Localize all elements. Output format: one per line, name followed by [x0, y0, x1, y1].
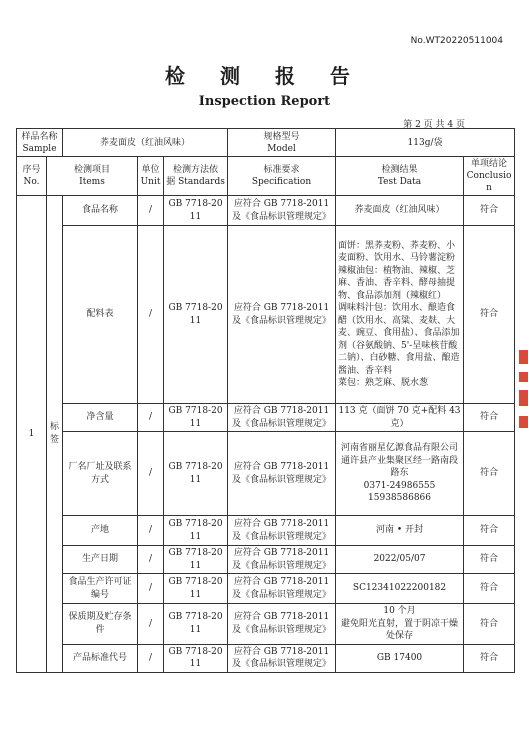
report-number: No.WT20220511004	[410, 36, 503, 46]
item-spec: 应符合 GB 7718-2011 及《食品标识管理规定》	[228, 546, 336, 574]
item-unit: /	[138, 574, 164, 604]
item-spec: 应符合 GB 7718-2011 及《食品标识管理规定》	[228, 604, 336, 645]
item-result: SC12341022200182	[336, 574, 464, 604]
item-conclusion: 符合	[464, 516, 515, 546]
item-spec: 应符合 GB 7718-2011 及《食品标识管理规定》	[228, 432, 336, 516]
item-result: 2022/05/07	[336, 546, 464, 574]
table-row	[17, 604, 515, 645]
header-spec-en: Specification	[251, 177, 312, 187]
sample-label-cn: 样品名称	[21, 131, 58, 142]
item-standard: GB 7718-2011	[164, 516, 228, 546]
seal-stamp-edge	[517, 350, 529, 436]
item-result: 面饼：黑荞麦粉、荞麦粉、小麦面粉、饮用水、马铃薯淀粉 辣椒油包：植物油、辣椒、芝麻、香油、香辛料、酵母抽提物、食品添加剂（辣椒红） 调味料汁包：饮用水、酿造食醋（饮用水、高粱、麦麸、大麦、豌豆、食用盐）、食品添加剂（谷氨酸钠、5'-呈味核苷酸二钠）、白砂糖、食用盐、酿造酱油、香辛料 菜包：熟芝麻、脱水葱	[336, 226, 464, 404]
group-name: 标签	[47, 196, 63, 673]
group-number: 1	[17, 196, 47, 673]
item-standard: GB 7718-2011	[164, 604, 228, 645]
header-items	[47, 157, 138, 196]
item-unit: /	[138, 546, 164, 574]
item-conclusion: 符合	[464, 226, 515, 404]
header-unit	[138, 157, 164, 196]
item-name: 保质期及贮存条件	[63, 604, 138, 645]
item-spec: 应符合 GB 7718-2011 及《食品标识管理规定》	[228, 226, 336, 404]
header-unit-en: Unit	[140, 177, 161, 187]
item-spec: 应符合 GB 7718-2011 及《食品标识管理规定》	[228, 516, 336, 546]
table-row	[17, 574, 515, 604]
item-conclusion: 符合	[464, 404, 515, 432]
item-unit: /	[138, 404, 164, 432]
header-spec	[228, 157, 336, 196]
header-unit-cn: 单位	[141, 165, 160, 175]
item-name: 生产日期	[63, 546, 138, 574]
item-spec: 应符合 GB 7718-2011 及《食品标识管理规定》	[228, 574, 336, 604]
item-result: 河南省丽星亿源食品有限公司 通许县产业集聚区经一路南段路东 0371-24986555 15938586866	[336, 432, 464, 516]
header-conclusion-en: Conclusion	[466, 171, 512, 193]
table-row	[17, 226, 515, 404]
model-label-en: Model	[267, 143, 296, 154]
model-label-cell	[228, 129, 336, 157]
item-standard: GB 7718-2011	[164, 574, 228, 604]
header-no-cn: 序号	[22, 165, 41, 175]
item-result: 10 个月 避免阳光直射，置于阴凉干燥处保存	[336, 604, 464, 645]
item-conclusion: 符合	[464, 604, 515, 645]
table-row	[17, 432, 515, 516]
item-name: 食品生产许可证编号	[63, 574, 138, 604]
header-items-en: Items	[79, 177, 105, 187]
item-standard: GB 7718-2011	[164, 196, 228, 226]
item-conclusion: 符合	[464, 574, 515, 604]
header-conclusion-cn: 单项结论	[471, 159, 508, 169]
item-unit: /	[138, 196, 164, 226]
header-standards-cn: 检测方法依	[173, 165, 219, 175]
header-result-cn: 检测结果	[381, 165, 418, 175]
header-result-en: Test Data	[377, 177, 422, 187]
item-conclusion: 符合	[464, 546, 515, 574]
item-standard: GB 7718-2011	[164, 644, 228, 672]
item-standard: GB 7718-2011	[164, 404, 228, 432]
item-unit: /	[138, 604, 164, 645]
table-row	[17, 546, 515, 574]
item-conclusion: 符合	[464, 432, 515, 516]
header-spec-cn: 标准要求	[263, 165, 300, 175]
header-items-cn: 检测项目	[74, 165, 111, 175]
item-spec: 应符合 GB 7718-2011 及《食品标识管理规定》	[228, 196, 336, 226]
item-standard: GB 7718-2011	[164, 546, 228, 574]
item-result: GB 17400	[336, 644, 464, 672]
sample-name: 荞麦面皮（红油风味）	[63, 129, 228, 157]
sample-label-en: Sample	[22, 143, 57, 154]
item-name: 净含量	[63, 404, 138, 432]
sample-model: 113g/袋	[336, 129, 515, 157]
table-row	[17, 516, 515, 546]
item-standard: GB 7718-2011	[164, 432, 228, 516]
item-name: 食品名称	[63, 196, 138, 226]
model-label-cn: 规格型号	[263, 131, 300, 142]
table-row	[17, 644, 515, 672]
item-result: 荞麦面皮（红油风味）	[336, 196, 464, 226]
item-standard: GB 7718-2011	[164, 226, 228, 404]
item-unit: /	[138, 432, 164, 516]
item-result: 113 克（面饼 70 克+配料 43 克）	[336, 404, 464, 432]
item-unit: /	[138, 516, 164, 546]
inspection-table	[16, 128, 515, 673]
report-title-cn: 检 测 报 告	[165, 64, 364, 88]
header-conclusion	[464, 157, 515, 196]
header-standards-en: 据 Standards	[166, 177, 225, 187]
header-no-en: No.	[23, 177, 40, 187]
item-unit: /	[138, 226, 164, 404]
page-indicator: 第 2 页 共 4 页	[403, 120, 465, 130]
item-name: 产品标准代号	[63, 644, 138, 672]
table-row	[17, 404, 515, 432]
header-no	[17, 157, 47, 196]
item-name: 配料表	[63, 226, 138, 404]
report-title-en: Inspection Report	[198, 94, 331, 109]
item-spec: 应符合 GB 7718-2011 及《食品标识管理规定》	[228, 644, 336, 672]
header-standards	[164, 157, 228, 196]
item-conclusion: 符合	[464, 196, 515, 226]
item-unit: /	[138, 644, 164, 672]
sample-label-cell	[17, 129, 63, 157]
item-result: 河南 • 开封	[336, 516, 464, 546]
item-name: 产地	[63, 516, 138, 546]
item-name: 厂名厂址及联系方式	[63, 432, 138, 516]
item-spec: 应符合 GB 7718-2011 及《食品标识管理规定》	[228, 404, 336, 432]
table-row	[17, 196, 515, 226]
header-result	[336, 157, 464, 196]
item-conclusion: 符合	[464, 644, 515, 672]
